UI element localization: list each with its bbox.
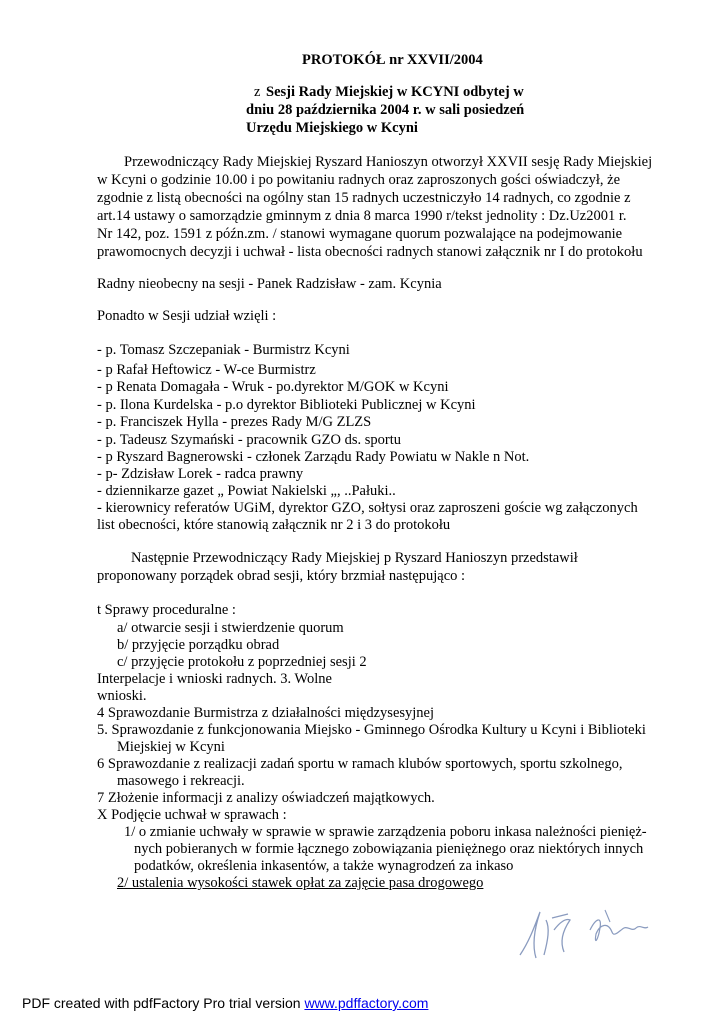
agenda-item: t Sprawy proceduralne :	[97, 602, 236, 618]
agenda-item: 6 Sprawozdanie z realizacji zadań sportu w ramach klubów sportowych, sportu szkolnego,	[97, 756, 623, 772]
footer-text: PDF created with pdfFactory Pro trial version	[22, 995, 305, 1011]
intro-line: Nr 142, poz. 1591 z późn.zm. / stanowi wymagane quorum pozwalające na podejmowanie	[97, 226, 623, 242]
subtitle-line-1: Sesji Rady Miejskiej w KCYNI odbytej w	[266, 84, 524, 100]
agenda-item: wnioski.	[97, 688, 147, 704]
agenda-item: 1/ o zmianie uchwały w sprawie w sprawie zarządzenia poboru inkasa należności pienięż-	[124, 824, 647, 840]
agenda-item: Miejskiej w Kcyni	[117, 739, 225, 755]
agenda-item: X Podjęcie uchwał w sprawach :	[97, 807, 287, 823]
intro-line: art.14 ustawy o samorządzie gminnym z dnia 8 marca 1990 r/tekst jednolity : Dz.Uz2001 r.	[97, 208, 627, 224]
document-title: PROTOKÓŁ nr XXVII/2004	[302, 52, 483, 68]
participant-item: - kierownicy referatów UGiM, dyrektor GZO, sołtysi oraz zaproszeni goście wg załączonych	[97, 500, 638, 516]
participant-item: - p. Tomasz Szczepaniak - Burmistrz Kcyni	[97, 342, 350, 358]
agenda-item: masowego i rekreacji.	[117, 773, 245, 789]
participant-item: - p- Zdzisław Lorek - radca prawny	[97, 466, 304, 482]
subtitle-line-3: Urzędu Miejskiego w Kcyni	[246, 120, 418, 136]
subtitle-line-2: dniu 28 października 2004 r. w sali posiedzeń	[246, 102, 525, 118]
participant-item: - p Ryszard Bagnerowski - członek Zarządu Rady Powiatu w Nakle n Not.	[97, 449, 530, 465]
absent-councillor: Radny nieobecny na sesji - Panek Radzisław - zam. Kcynia	[97, 276, 442, 292]
agenda-item: a/ otwarcie sesji i stwierdzenie quorum	[117, 620, 344, 636]
subtitle-prefix: z	[254, 84, 261, 100]
participant-item: - dziennikarze gazet „ Powiat Nakielski „, ..Pałuki..	[97, 483, 396, 499]
handwritten-signature	[510, 900, 680, 970]
participant-item: - p. Ilona Kurdelska - p.o dyrektor Biblioteki Publicznej w Kcyni	[97, 397, 476, 413]
agenda-intro-line: Następnie Przewodniczący Rady Miejskiej p Ryszard Hanioszyn przedstawił	[131, 550, 578, 566]
participant-item: - p Renata Domagała - Wruk - po.dyrektor M/GOK w Kcyni	[97, 379, 449, 395]
agenda-item: 2/ ustalenia wysokości stawek opłat za zajęcie pasa drogowego	[117, 875, 484, 891]
pdf-footer	[22, 995, 428, 1011]
participant-item: - p. Franciszek Hylla - prezes Rady M/G ZLZS	[97, 414, 372, 430]
agenda-item: Interpelacje i wnioski radnych. 3. Wolne	[97, 671, 332, 687]
agenda-item: 5. Sprawozdanie z funkcjonowania Miejsko - Gminnego Ośrodka Kultury u Kcyni i Biblioteki	[97, 722, 646, 738]
agenda-item: nych pobieranych w formie łącznego zobowiązania pieniężnego oraz niektórych innych	[134, 841, 644, 857]
participant-item: - p. Tadeusz Szymański - pracownik GZO ds. sportu	[97, 432, 401, 448]
agenda-item: 7 Złożenie informacji z analizy oświadczeń majątkowych.	[97, 790, 435, 806]
agenda-item: b/ przyjęcie porządku obrad	[117, 637, 280, 653]
intro-line: zgodnie z listą obecności na ogólny stan 15 radnych uczestniczyło 14 radnych, co zgodnie z	[97, 190, 631, 206]
footer-link[interactable]: www.pdffactory.com	[304, 995, 429, 1011]
intro-line: prawomocnych decyzji i uchwał - lista obecności radnych stanowi załącznik nr I do protokołu	[97, 244, 643, 260]
participant-item: - p Rafał Heftowicz - W-ce Burmistrz	[97, 362, 316, 378]
agenda-item: 4 Sprawozdanie Burmistrza z działalności międzysesyjnej	[97, 705, 435, 721]
agenda-intro-line: proponowany porządek obrad sesji, który brzmiał następująco :	[97, 568, 466, 584]
agenda-item: podatków, określenia inkasentów, a także wynagrodzeń za inkaso	[134, 858, 514, 874]
agenda-item: c/ przyjęcie protokołu z poprzedniej sesji 2	[117, 654, 367, 670]
intro-line: Przewodniczący Rady Miejskiej Ryszard Hanioszyn otworzył XXVII sesję Rady Miejskiej	[124, 154, 653, 170]
participants-heading: Ponadto w Sesji udział wzięli :	[97, 308, 277, 324]
intro-line: w Kcyni o godzinie 10.00 i po powitaniu radnych oraz zaproszonych gości oświadczył, że	[97, 172, 621, 188]
participant-item: list obecności, które stanowią załącznik nr 2 i 3 do protokołu	[97, 517, 451, 533]
